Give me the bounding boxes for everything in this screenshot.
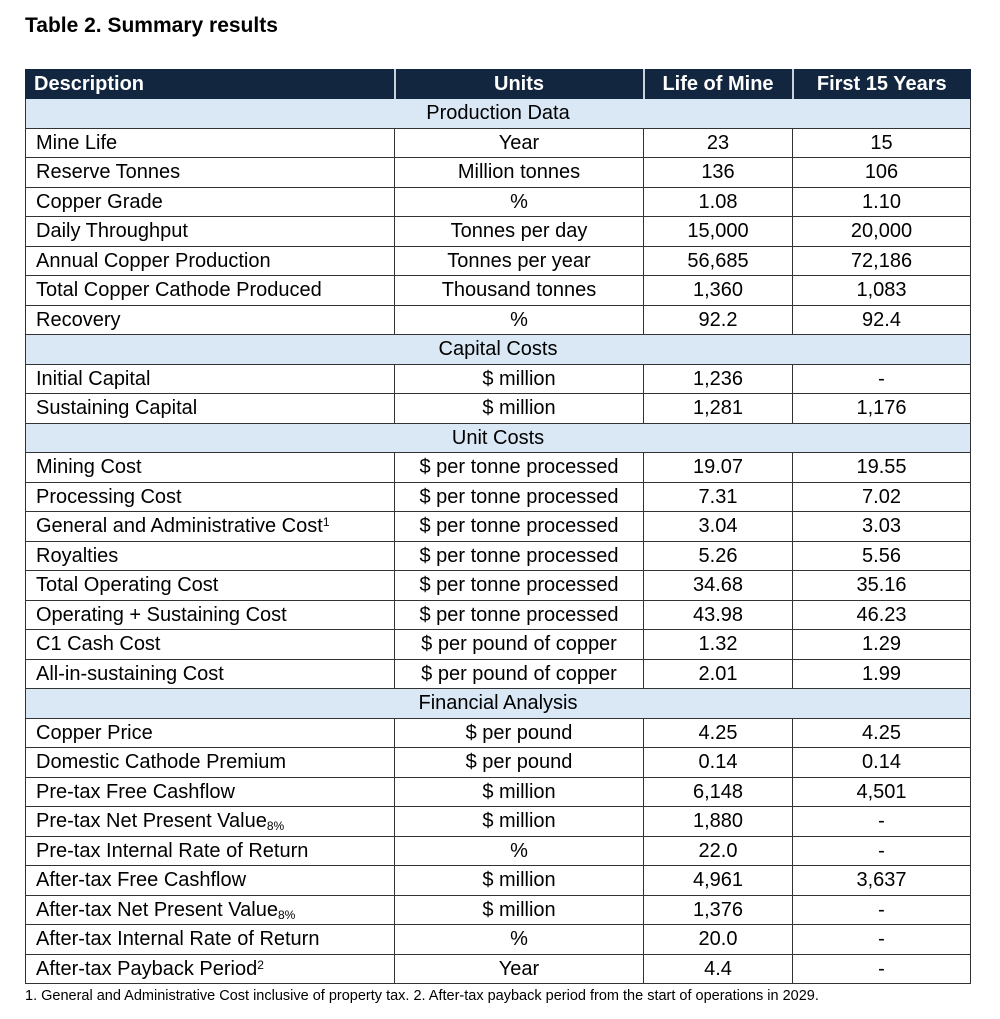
row-units: Million tonnes bbox=[395, 158, 644, 188]
row-description bbox=[26, 453, 395, 483]
row-life-of-mine: 2.01 bbox=[644, 659, 793, 689]
description-text: Domestic Cathode Premium bbox=[36, 751, 287, 774]
footnote-marker: 2 bbox=[257, 957, 264, 972]
table-row bbox=[26, 364, 971, 394]
section-row bbox=[26, 689, 971, 719]
row-units: % bbox=[395, 836, 644, 866]
header-first-15-years: First 15 Years bbox=[793, 70, 971, 99]
description-text: Initial Capital bbox=[36, 367, 151, 390]
row-first-15-years: 4.25 bbox=[793, 718, 971, 748]
section-title: Financial Analysis bbox=[26, 689, 971, 719]
row-units: $ per tonne processed bbox=[395, 541, 644, 571]
row-life-of-mine: 1.32 bbox=[644, 630, 793, 660]
row-first-15-years: 106 bbox=[793, 158, 971, 188]
description-text: After-tax Internal Rate of Return bbox=[36, 928, 320, 951]
row-life-of-mine: 19.07 bbox=[644, 453, 793, 483]
row-first-15-years: 4,501 bbox=[793, 777, 971, 807]
section-row bbox=[26, 335, 971, 365]
row-first-15-years: - bbox=[793, 836, 971, 866]
row-life-of-mine: 1,236 bbox=[644, 364, 793, 394]
row-life-of-mine: 0.14 bbox=[644, 748, 793, 778]
description-text: Pre-tax Internal Rate of Return bbox=[36, 839, 309, 862]
row-first-15-years: 72,186 bbox=[793, 246, 971, 276]
footnote: 1. General and Administrative Cost inclusive of property tax. 2. After-tax payback period from the start of operations in 2029. bbox=[25, 988, 819, 1004]
row-description bbox=[26, 571, 395, 601]
row-description bbox=[26, 541, 395, 571]
row-units: $ per tonne processed bbox=[395, 571, 644, 601]
header-units: Units bbox=[395, 70, 644, 99]
section-title: Production Data bbox=[26, 99, 971, 129]
row-units: Year bbox=[395, 128, 644, 158]
description-text: Mine Life bbox=[36, 131, 118, 154]
row-first-15-years: - bbox=[793, 807, 971, 837]
row-description bbox=[26, 158, 395, 188]
row-description bbox=[26, 394, 395, 424]
row-first-15-years: 92.4 bbox=[793, 305, 971, 335]
table-row bbox=[26, 836, 971, 866]
row-description bbox=[26, 187, 395, 217]
row-description bbox=[26, 217, 395, 247]
header-life-of-mine: Life of Mine bbox=[644, 70, 793, 99]
description-text: Pre-tax Free Cashflow bbox=[36, 780, 235, 803]
row-units: $ per pound of copper bbox=[395, 630, 644, 660]
row-units: $ per tonne processed bbox=[395, 600, 644, 630]
row-first-15-years: 7.02 bbox=[793, 482, 971, 512]
row-description bbox=[26, 895, 395, 925]
table-row bbox=[26, 600, 971, 630]
table-row bbox=[26, 305, 971, 335]
row-first-15-years: 19.55 bbox=[793, 453, 971, 483]
description-text: After-tax Free Cashflow bbox=[36, 869, 247, 892]
row-life-of-mine: 7.31 bbox=[644, 482, 793, 512]
row-life-of-mine: 56,685 bbox=[644, 246, 793, 276]
row-life-of-mine: 5.26 bbox=[644, 541, 793, 571]
row-description bbox=[26, 748, 395, 778]
header-row bbox=[26, 70, 971, 99]
table-row bbox=[26, 659, 971, 689]
table-row bbox=[26, 187, 971, 217]
row-life-of-mine: 136 bbox=[644, 158, 793, 188]
description-text: Pre-tax Net Present Value bbox=[36, 810, 267, 833]
row-units: $ million bbox=[395, 394, 644, 424]
table-row bbox=[26, 128, 971, 158]
description-text: Total Copper Cathode Produced bbox=[36, 279, 322, 302]
row-life-of-mine: 1,281 bbox=[644, 394, 793, 424]
description-text: All-in-sustaining Cost bbox=[36, 662, 224, 685]
table-row bbox=[26, 630, 971, 660]
row-units: Tonnes per day bbox=[395, 217, 644, 247]
row-life-of-mine: 43.98 bbox=[644, 600, 793, 630]
row-first-15-years: 20,000 bbox=[793, 217, 971, 247]
description-text: C1 Cash Cost bbox=[36, 633, 161, 656]
table-row bbox=[26, 276, 971, 306]
description-text: Copper Grade bbox=[36, 190, 163, 213]
table-row bbox=[26, 925, 971, 955]
row-life-of-mine: 1,360 bbox=[644, 276, 793, 306]
row-units: Thousand tonnes bbox=[395, 276, 644, 306]
row-first-15-years: 1.29 bbox=[793, 630, 971, 660]
summary-results-table bbox=[25, 69, 971, 984]
table-row bbox=[26, 158, 971, 188]
description-text: After-tax Net Present Value bbox=[36, 898, 278, 921]
row-first-15-years: - bbox=[793, 925, 971, 955]
row-units: $ million bbox=[395, 807, 644, 837]
description-text: Royalties bbox=[36, 544, 119, 567]
table-row bbox=[26, 866, 971, 896]
table-row bbox=[26, 895, 971, 925]
table-row bbox=[26, 394, 971, 424]
row-units: $ million bbox=[395, 895, 644, 925]
row-units: $ per tonne processed bbox=[395, 482, 644, 512]
section-title: Unit Costs bbox=[26, 423, 971, 453]
description-text: Sustaining Capital bbox=[36, 397, 198, 420]
row-description bbox=[26, 866, 395, 896]
row-description bbox=[26, 718, 395, 748]
row-life-of-mine: 34.68 bbox=[644, 571, 793, 601]
table-row bbox=[26, 246, 971, 276]
row-first-15-years: 1.10 bbox=[793, 187, 971, 217]
footnote-marker: 1 bbox=[322, 515, 330, 530]
description-text: Processing Cost bbox=[36, 485, 182, 508]
row-first-15-years: 3,637 bbox=[793, 866, 971, 896]
table-title: Table 2. Summary results bbox=[25, 14, 278, 37]
row-units: $ per tonne processed bbox=[395, 453, 644, 483]
description-text: Total Operating Cost bbox=[36, 574, 219, 597]
row-units: Tonnes per year bbox=[395, 246, 644, 276]
row-units: % bbox=[395, 925, 644, 955]
row-first-15-years: 3.03 bbox=[793, 512, 971, 542]
row-life-of-mine: 4.25 bbox=[644, 718, 793, 748]
discount-rate-subscript: 8% bbox=[266, 819, 285, 834]
row-life-of-mine: 1.08 bbox=[644, 187, 793, 217]
description-text: Reserve Tonnes bbox=[36, 161, 181, 184]
section-row bbox=[26, 99, 971, 129]
discount-rate-subscript: 8% bbox=[277, 907, 296, 922]
row-units: $ million bbox=[395, 777, 644, 807]
description-text: Mining Cost bbox=[36, 456, 142, 479]
description-text: After-tax Payback Period bbox=[36, 957, 258, 980]
description-text: Recovery bbox=[36, 308, 121, 331]
description-text: Annual Copper Production bbox=[36, 249, 271, 272]
table-row bbox=[26, 217, 971, 247]
row-first-15-years: 46.23 bbox=[793, 600, 971, 630]
row-description bbox=[26, 600, 395, 630]
row-units: $ per pound of copper bbox=[395, 659, 644, 689]
row-first-15-years: - bbox=[793, 895, 971, 925]
row-description bbox=[26, 482, 395, 512]
row-description bbox=[26, 276, 395, 306]
row-description bbox=[26, 512, 395, 542]
table-row bbox=[26, 807, 971, 837]
table-row bbox=[26, 571, 971, 601]
row-first-15-years: 35.16 bbox=[793, 571, 971, 601]
row-description bbox=[26, 630, 395, 660]
table-row bbox=[26, 453, 971, 483]
row-life-of-mine: 22.0 bbox=[644, 836, 793, 866]
row-description bbox=[26, 836, 395, 866]
row-units: % bbox=[395, 187, 644, 217]
row-life-of-mine: 3.04 bbox=[644, 512, 793, 542]
table-row bbox=[26, 777, 971, 807]
row-life-of-mine: 1,376 bbox=[644, 895, 793, 925]
row-units: % bbox=[395, 305, 644, 335]
description-text: Operating + Sustaining Cost bbox=[36, 603, 287, 626]
row-description bbox=[26, 925, 395, 955]
table-body bbox=[26, 99, 971, 984]
row-first-15-years: 15 bbox=[793, 128, 971, 158]
section-row bbox=[26, 423, 971, 453]
row-life-of-mine: 20.0 bbox=[644, 925, 793, 955]
row-life-of-mine: 15,000 bbox=[644, 217, 793, 247]
row-description bbox=[26, 807, 395, 837]
description-text: General and Administrative Cost bbox=[36, 515, 323, 538]
row-life-of-mine: 92.2 bbox=[644, 305, 793, 335]
table-row bbox=[26, 954, 971, 984]
row-description bbox=[26, 777, 395, 807]
table-row bbox=[26, 541, 971, 571]
row-first-15-years: 1.99 bbox=[793, 659, 971, 689]
row-units: $ per pound bbox=[395, 718, 644, 748]
row-description bbox=[26, 954, 395, 984]
row-units: $ million bbox=[395, 364, 644, 394]
row-first-15-years: 5.56 bbox=[793, 541, 971, 571]
row-first-15-years: 0.14 bbox=[793, 748, 971, 778]
row-units: Year bbox=[395, 954, 644, 984]
table-row bbox=[26, 512, 971, 542]
table-row bbox=[26, 482, 971, 512]
row-description bbox=[26, 659, 395, 689]
row-units: $ million bbox=[395, 866, 644, 896]
row-life-of-mine: 6,148 bbox=[644, 777, 793, 807]
row-life-of-mine: 4.4 bbox=[644, 954, 793, 984]
row-description bbox=[26, 246, 395, 276]
header-description: Description bbox=[26, 70, 395, 99]
row-description bbox=[26, 128, 395, 158]
row-life-of-mine: 23 bbox=[644, 128, 793, 158]
row-description bbox=[26, 364, 395, 394]
row-description bbox=[26, 305, 395, 335]
row-units: $ per tonne processed bbox=[395, 512, 644, 542]
table-row bbox=[26, 748, 971, 778]
row-units: $ per pound bbox=[395, 748, 644, 778]
description-text: Copper Price bbox=[36, 721, 153, 744]
row-life-of-mine: 4,961 bbox=[644, 866, 793, 896]
row-first-15-years: 1,176 bbox=[793, 394, 971, 424]
description-text: Daily Throughput bbox=[36, 220, 188, 243]
row-first-15-years: - bbox=[793, 954, 971, 984]
row-first-15-years: 1,083 bbox=[793, 276, 971, 306]
row-life-of-mine: 1,880 bbox=[644, 807, 793, 837]
row-first-15-years: - bbox=[793, 364, 971, 394]
table-row bbox=[26, 718, 971, 748]
section-title: Capital Costs bbox=[26, 335, 971, 365]
